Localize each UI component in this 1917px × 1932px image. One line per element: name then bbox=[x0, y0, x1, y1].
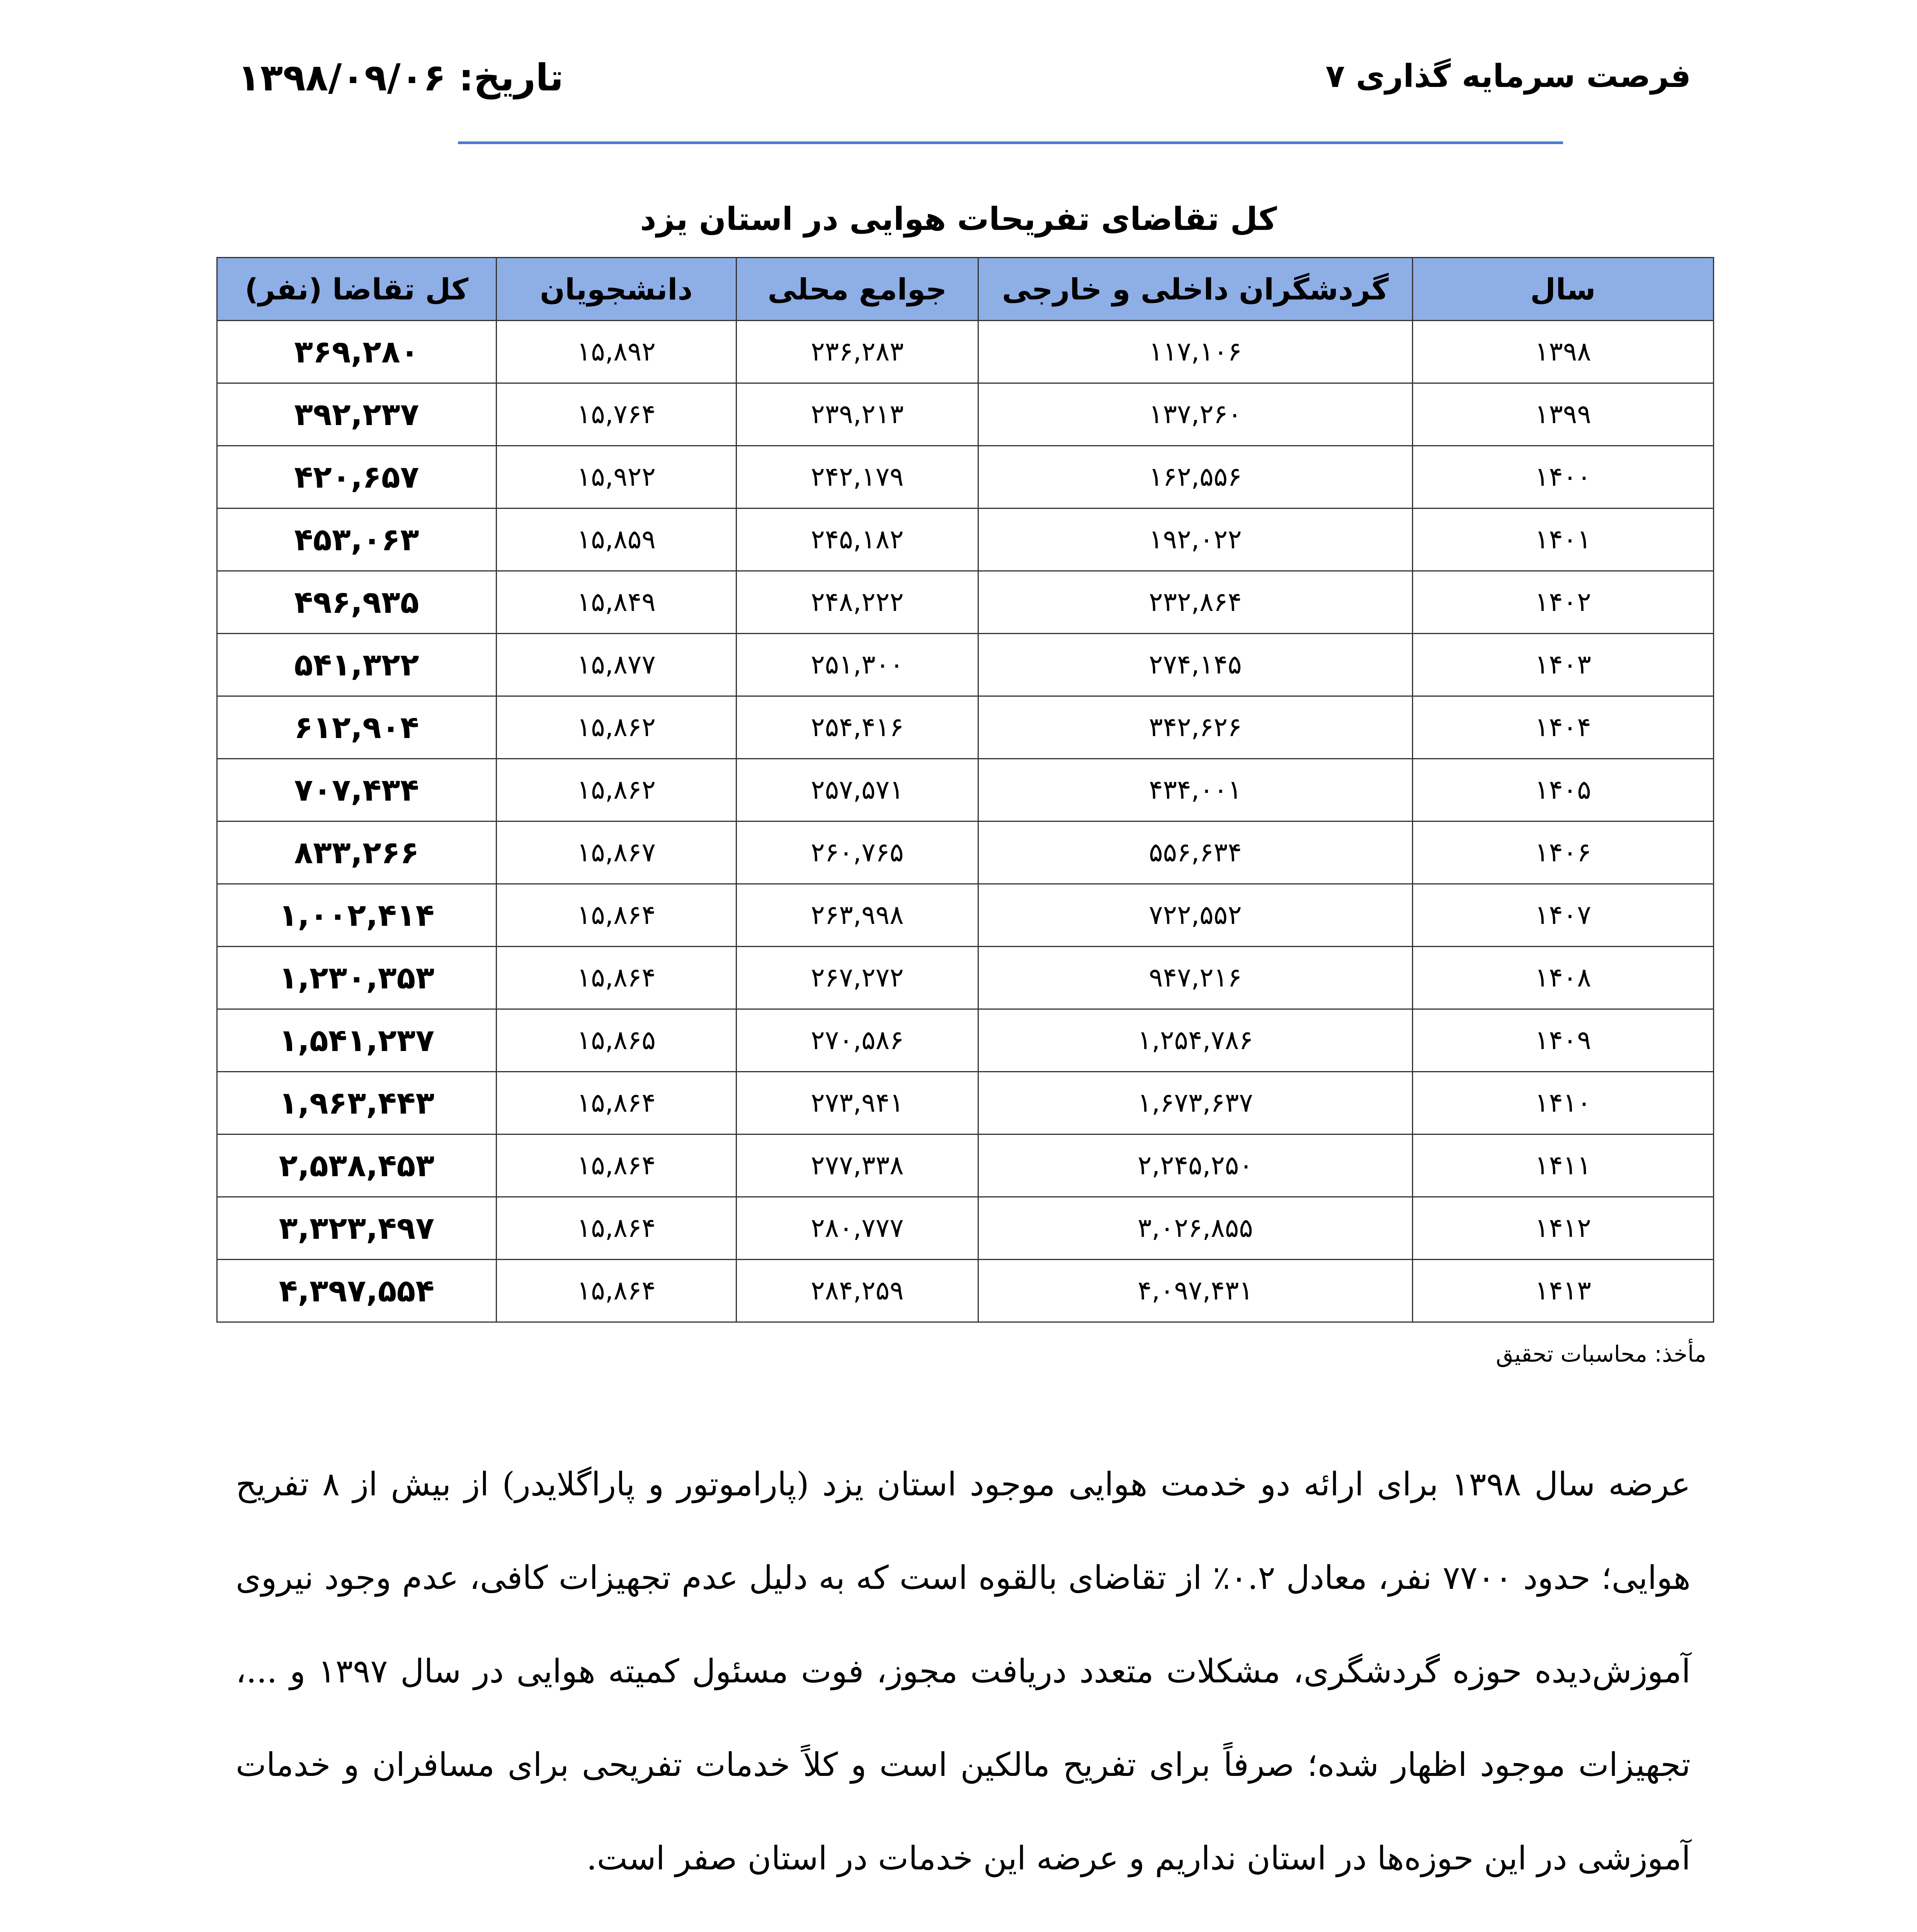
cell-year: ۱۴۱۱ bbox=[1412, 1134, 1713, 1197]
cell-year: ۱۴۰۵ bbox=[1412, 759, 1713, 821]
cell-year: ۱۴۰۱ bbox=[1412, 509, 1713, 571]
cell-local-communities: ۲۷۰,۵۸۶ bbox=[736, 1009, 978, 1072]
cell-total-demand: ۱,۵۴۱,۲۳۷ bbox=[217, 1009, 497, 1072]
cell-year: ۱۴۰۶ bbox=[1412, 821, 1713, 884]
cell-students: ۱۵,۸۶۴ bbox=[496, 1134, 736, 1197]
table-row bbox=[217, 509, 1714, 571]
table-row bbox=[217, 1009, 1714, 1072]
table-row bbox=[217, 759, 1714, 821]
cell-local-communities: ۲۶۰,۷۶۵ bbox=[736, 821, 978, 884]
cell-total-demand: ۱,۲۳۰,۳۵۳ bbox=[217, 947, 497, 1009]
table-row bbox=[217, 1134, 1714, 1197]
cell-students: ۱۵,۸۶۲ bbox=[496, 696, 736, 759]
header-divider bbox=[458, 141, 1563, 144]
cell-students: ۱۵,۸۶۴ bbox=[496, 884, 736, 947]
cell-local-communities: ۲۶۳,۹۹۸ bbox=[736, 884, 978, 947]
cell-tourists: ۱,۶۷۳,۶۳۷ bbox=[978, 1072, 1413, 1134]
cell-local-communities: ۲۷۷,۳۳۸ bbox=[736, 1134, 978, 1197]
cell-students: ۱۵,۸۶۵ bbox=[496, 1009, 736, 1072]
cell-total-demand: ۲,۵۳۸,۴۵۳ bbox=[217, 1134, 497, 1197]
cell-students: ۱۵,۷۶۴ bbox=[496, 383, 736, 446]
cell-total-demand: ۴۲۰,۶۵۷ bbox=[217, 446, 497, 509]
cell-students: ۱۵,۸۶۴ bbox=[496, 1197, 736, 1260]
table-row bbox=[217, 1260, 1714, 1322]
cell-tourists: ۲۳۲,۸۶۴ bbox=[978, 571, 1413, 634]
table-row bbox=[217, 446, 1714, 509]
cell-total-demand: ۳۹۲,۲۳۷ bbox=[217, 383, 497, 446]
cell-total-demand: ۶۱۲,۹۰۴ bbox=[217, 696, 497, 759]
table-body bbox=[217, 321, 1714, 1322]
demand-table bbox=[216, 257, 1714, 1323]
cell-year: ۱۳۹۸ bbox=[1412, 321, 1713, 383]
cell-local-communities: ۲۳۶,۲۸۳ bbox=[736, 321, 978, 383]
table-row bbox=[217, 1072, 1714, 1134]
cell-total-demand: ۱,۰۰۲,۴۱۴ bbox=[217, 884, 497, 947]
cell-total-demand: ۴۵۳,۰۶۳ bbox=[217, 509, 497, 571]
body-paragraph: عرضه سال ۱۳۹۸ برای ارائه دو خدمت هوایی موجود استان یزد (پاراموتور و پاراگلایدر) از بیش از ۸ تفریح هوایی؛ حدود ۷۷۰۰ نفر، معادل ۰.۲٪ از تقاضای بالقوه است که به دلیل عدم تجهیزات کافی، عدم وجود نیروی آموزش‌دیده حوزه گردشگری، مشکلات متعدد دریافت مجوز، فوت مسئول کمیته هوایی در سال ۱۳۹۷ و ...، تجهیزات موجود اظهار شده؛ صرفاً برای تفریح مالکین است و کلاً خدمات تفریحی برای مسافران و خدمات آموزشی در این حوزه‌ها در استان نداریم و عرضه این خدمات در استان صفر است. bbox=[236, 1465, 1691, 1877]
date-value: ۱۳۹۸/۰۹/۰۶ bbox=[238, 56, 446, 99]
cell-tourists: ۱,۲۵۴,۷۸۶ bbox=[978, 1009, 1413, 1072]
table-row bbox=[217, 884, 1714, 947]
table-row bbox=[217, 383, 1714, 446]
cell-local-communities: ۲۶۷,۲۷۲ bbox=[736, 947, 978, 1009]
cell-total-demand: ۴,۳۹۷,۵۵۴ bbox=[217, 1260, 497, 1322]
cell-local-communities: ۲۷۳,۹۴۱ bbox=[736, 1072, 978, 1134]
table-row bbox=[217, 821, 1714, 884]
cell-year: ۱۴۱۲ bbox=[1412, 1197, 1713, 1260]
cell-tourists: ۱۳۷,۲۶۰ bbox=[978, 383, 1413, 446]
cell-tourists: ۵۵۶,۶۳۴ bbox=[978, 821, 1413, 884]
cell-year: ۱۴۰۲ bbox=[1412, 571, 1713, 634]
cell-total-demand: ۳,۳۲۳,۴۹۷ bbox=[217, 1197, 497, 1260]
cell-total-demand: ۷۰۷,۴۳۴ bbox=[217, 759, 497, 821]
cell-tourists: ۱۹۲,۰۲۲ bbox=[978, 509, 1413, 571]
cell-students: ۱۵,۸۶۲ bbox=[496, 759, 736, 821]
table-header-row bbox=[217, 258, 1714, 321]
cell-total-demand: ۴۹۶,۹۳۵ bbox=[217, 571, 497, 634]
cell-students: ۱۵,۸۹۲ bbox=[496, 321, 736, 383]
cell-tourists: ۳,۰۲۶,۸۵۵ bbox=[978, 1197, 1413, 1260]
cell-tourists: ۷۲۲,۵۵۲ bbox=[978, 884, 1413, 947]
cell-local-communities: ۲۵۴,۴۱۶ bbox=[736, 696, 978, 759]
cell-students: ۱۵,۹۲۲ bbox=[496, 446, 736, 509]
cell-year: ۱۴۰۳ bbox=[1412, 634, 1713, 696]
table-row bbox=[217, 634, 1714, 696]
table-row bbox=[217, 1197, 1714, 1260]
cell-local-communities: ۲۸۴,۲۵۹ bbox=[736, 1260, 978, 1322]
cell-students: ۱۵,۸۷۷ bbox=[496, 634, 736, 696]
cell-local-communities: ۲۴۵,۱۸۲ bbox=[736, 509, 978, 571]
cell-total-demand: ۳۶۹,۲۸۰ bbox=[217, 321, 497, 383]
cell-local-communities: ۲۵۷,۵۷۱ bbox=[736, 759, 978, 821]
column-header-students: دانشجویان bbox=[496, 258, 736, 321]
cell-tourists: ۴,۰۹۷,۴۳۱ bbox=[978, 1260, 1413, 1322]
cell-tourists: ۳۴۲,۶۲۶ bbox=[978, 696, 1413, 759]
cell-year: ۱۴۰۴ bbox=[1412, 696, 1713, 759]
cell-local-communities: ۲۳۹,۲۱۳ bbox=[736, 383, 978, 446]
cell-total-demand: ۸۳۳,۲۶۶ bbox=[217, 821, 497, 884]
cell-year: ۱۴۰۷ bbox=[1412, 884, 1713, 947]
cell-year: ۱۳۹۹ bbox=[1412, 383, 1713, 446]
column-header-year: سال bbox=[1412, 258, 1713, 321]
cell-local-communities: ۲۸۰,۷۷۷ bbox=[736, 1197, 978, 1260]
document-date bbox=[238, 56, 563, 99]
cell-tourists: ۱۱۷,۱۰۶ bbox=[978, 321, 1413, 383]
column-header-tourists: گردشگران داخلی و خارجی bbox=[978, 258, 1413, 321]
cell-local-communities: ۲۴۲,۱۷۹ bbox=[736, 446, 978, 509]
cell-tourists: ۹۴۷,۲۱۶ bbox=[978, 947, 1413, 1009]
cell-tourists: ۲,۲۴۵,۲۵۰ bbox=[978, 1134, 1413, 1197]
cell-local-communities: ۲۴۸,۲۲۲ bbox=[736, 571, 978, 634]
cell-year: ۱۴۰۸ bbox=[1412, 947, 1713, 1009]
cell-total-demand: ۵۴۱,۳۲۲ bbox=[217, 634, 497, 696]
document-title: فرصت سرمایه گذاری ۷ bbox=[1325, 58, 1691, 95]
cell-students: ۱۵,۸۶۴ bbox=[496, 1072, 736, 1134]
cell-local-communities: ۲۵۱,۳۰۰ bbox=[736, 634, 978, 696]
cell-students: ۱۵,۸۶۴ bbox=[496, 947, 736, 1009]
table-row bbox=[217, 947, 1714, 1009]
cell-tourists: ۲۷۴,۱۴۵ bbox=[978, 634, 1413, 696]
table-title: کل تقاضای تفریحات هوایی در استان یزد bbox=[640, 201, 1277, 238]
table-row bbox=[217, 696, 1714, 759]
table-row bbox=[217, 571, 1714, 634]
column-header-local-communities: جوامع محلی bbox=[736, 258, 978, 321]
date-label: تاریخ: bbox=[459, 56, 564, 99]
cell-students: ۱۵,۸۶۴ bbox=[496, 1260, 736, 1322]
cell-year: ۱۴۰۹ bbox=[1412, 1009, 1713, 1072]
table-source: مأخذ: محاسبات تحقیق bbox=[1496, 1341, 1706, 1367]
cell-tourists: ۱۶۲,۵۵۶ bbox=[978, 446, 1413, 509]
cell-year: ۱۴۱۳ bbox=[1412, 1260, 1713, 1322]
cell-year: ۱۴۰۰ bbox=[1412, 446, 1713, 509]
cell-tourists: ۴۳۴,۰۰۱ bbox=[978, 759, 1413, 821]
cell-students: ۱۵,۸۵۹ bbox=[496, 509, 736, 571]
cell-total-demand: ۱,۹۶۳,۴۴۳ bbox=[217, 1072, 497, 1134]
cell-year: ۱۴۱۰ bbox=[1412, 1072, 1713, 1134]
cell-students: ۱۵,۸۴۹ bbox=[496, 571, 736, 634]
table-row bbox=[217, 321, 1714, 383]
column-header-total-demand: کل تقاضا (نفر) bbox=[217, 258, 497, 321]
cell-students: ۱۵,۸۶۷ bbox=[496, 821, 736, 884]
